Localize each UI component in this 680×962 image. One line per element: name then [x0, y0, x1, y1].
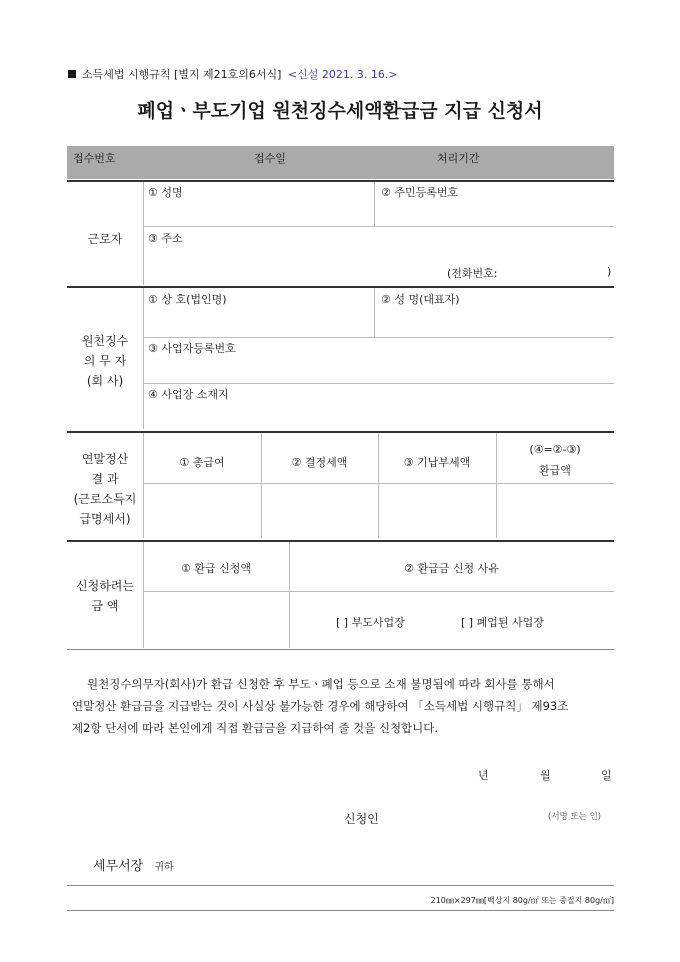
request-label-line: 신청하려는 [76, 579, 134, 593]
divider [143, 288, 144, 429]
paper-spec: 210㎜×297㎜[백상지 80g/㎡ 또는 중질지 80g/㎡] [430, 896, 614, 905]
signature-hint[interactable]: (서명 또는 인) [548, 812, 602, 822]
divider [143, 483, 614, 484]
worker-section-label: 근로자 [87, 232, 123, 246]
divider [378, 433, 379, 538]
reception-number-label: 접수번호 [73, 152, 116, 165]
settlement-label-line: 연말정산 [81, 452, 129, 466]
closed-business-checkbox[interactable]: [ ] 폐업된 사업장 [461, 616, 544, 629]
worker-name-label[interactable]: ① 성명 [148, 186, 183, 199]
divider [143, 182, 144, 285]
statement-line: 제2항 단서에 따라 본인에게 직접 환급금을 지급하여 줄 것을 신청합니다. [72, 721, 439, 735]
divider [67, 885, 614, 886]
company-name-label[interactable]: ① 상 호(법인명) [148, 293, 227, 306]
worker-phone-label[interactable]: (전화번호: [447, 267, 498, 280]
refund-amount-label: 환급액 [539, 464, 571, 477]
refund-request-amount-field[interactable] [147, 595, 285, 645]
total-salary-label: ① 총급여 [179, 456, 225, 469]
divider [143, 337, 614, 338]
prepaid-tax-field[interactable] [382, 487, 492, 535]
divider [143, 226, 614, 227]
business-location-label[interactable]: ④ 사업장 소재지 [148, 388, 229, 401]
settlement-label-line: 급명세서) [79, 512, 131, 526]
regulation-line [68, 66, 398, 82]
addressee [93, 855, 174, 874]
honorific-label: 귀하 [154, 862, 174, 873]
tax-office-label: 세무서장 [93, 859, 144, 874]
worker-phone-close: ) [607, 265, 612, 278]
square-bullet-icon [68, 70, 76, 78]
settlement-label-line: (근로소득지 [73, 492, 137, 506]
processing-period-label: 처리기간 [437, 152, 480, 165]
divider [261, 433, 262, 538]
representative-label[interactable]: ② 성 명(대표자) [381, 293, 460, 306]
year-label[interactable]: 년 [478, 769, 489, 782]
divider [143, 383, 614, 384]
withholding-label-line: 원천징수 [81, 334, 129, 348]
business-number-label[interactable]: ③ 사업자등록번호 [148, 342, 236, 355]
day-label[interactable]: 일 [601, 769, 612, 782]
withholding-section-label [67, 331, 143, 391]
bankrupt-business-checkbox[interactable]: [ ] 부도사업장 [336, 616, 405, 629]
request-label-line: 금 액 [91, 599, 119, 613]
refund-reason-label: ② 환급금 신청 사유 [404, 562, 499, 575]
determined-tax-label: ② 결정세액 [291, 456, 348, 469]
reception-bar [67, 146, 614, 179]
divider [143, 591, 614, 592]
divider [67, 649, 614, 650]
settlement-label-line: 결 과 [91, 472, 119, 486]
divider [143, 433, 144, 538]
form-title: 폐업ㆍ부도기업 원천징수세액환급금 지급 신청서 [137, 100, 543, 122]
divider [289, 542, 290, 648]
regulation-text: 소득세법 시행규칙 [별지 제21호의6서식] [82, 68, 282, 81]
worker-rrn-label[interactable]: ② 주민등록번호 [381, 186, 459, 199]
divider [374, 182, 375, 226]
refund-request-amount-label: ① 환급 신청액 [181, 562, 251, 575]
divider [143, 542, 144, 648]
divider [67, 910, 614, 911]
divider [374, 288, 375, 337]
withholding-label-line: (회 사) [86, 374, 124, 388]
divider [67, 286, 614, 288]
reception-date-label: 접수일 [254, 152, 286, 165]
month-label[interactable]: 월 [540, 769, 551, 782]
amendment-text: <신설 2021. 3. 16.> [287, 68, 398, 81]
settlement-section-label [67, 449, 143, 529]
request-section-label [67, 576, 143, 616]
withholding-label-line: 의 무 자 [83, 354, 127, 368]
divider [67, 180, 614, 182]
worker-address-label[interactable]: ③ 주소 [148, 232, 183, 245]
prepaid-tax-label: ③ 기납부세액 [403, 456, 471, 469]
applicant-label: 신청인 [344, 812, 379, 826]
statement-line: 원천징수의무자(회사)가 환급 신청한 후 부도ㆍ폐업 등으로 소재 불명됨에 따라 회사를 통해서 [87, 677, 555, 691]
divider [67, 431, 614, 433]
refund-amount-field[interactable] [500, 487, 610, 535]
determined-tax-field[interactable] [265, 487, 374, 535]
refund-formula: (④=②-③) [529, 443, 581, 456]
statement-line: 연말정산 환급금을 지급받는 것이 사실상 불가능한 경우에 해당하여 「소득세법 시행규칙」 제93조 [72, 699, 569, 713]
divider [67, 540, 614, 542]
total-salary-field[interactable] [147, 487, 257, 535]
